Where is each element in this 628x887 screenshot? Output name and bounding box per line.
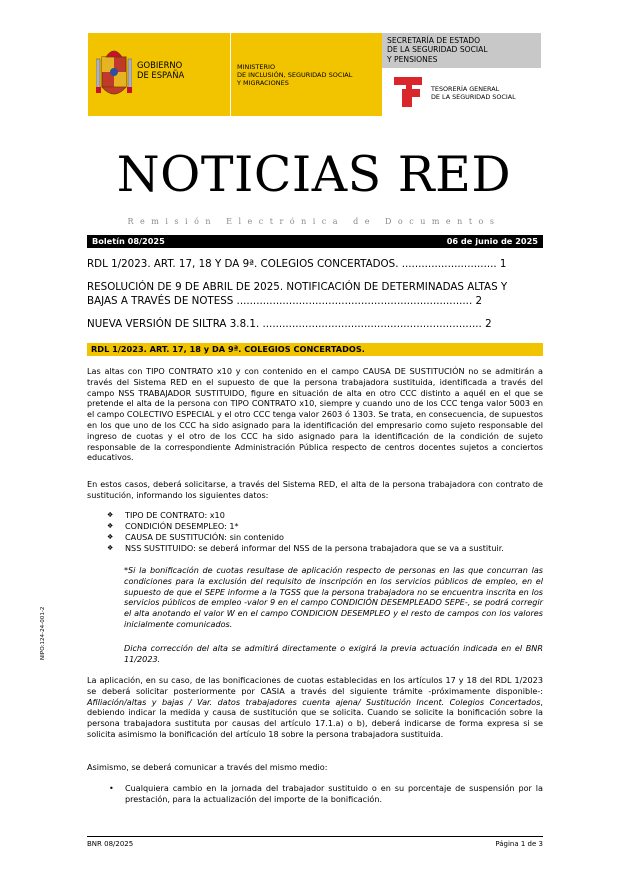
tesoreria-block [382,68,541,116]
gobierno-block [88,33,230,116]
bulletin-bar [87,235,543,248]
list-item: ❖ NSS SUSTITUIDO: se deberá informar del NSS de la persona trabajadora que se va a sustituir. [107,543,504,553]
section-title: RDL 1/2023. ART. 17, 18 y DA 9ª. COLEGIOS CONCERTADOS. [87,343,543,356]
diamond-bullet-icon: ❖ [107,522,114,530]
toc-item-3[interactable]: NUEVA VERSIÓN DE SILTRA 3.8.1. ................................................................... 2 [87,318,492,330]
tgss-logo-icon [392,75,424,109]
ministerio-block [230,33,382,116]
list-item: ❖ TIPO DE CONTRATO: x10 [107,510,225,520]
page-subtitle: Remisión Electrónica de Documentos [127,217,501,226]
diamond-bullet-icon: ❖ [107,544,114,552]
toc-item-1[interactable]: RDL 1/2023. ART. 17, 18 Y DA 9ª. COLEGIOS CONCERTADOS. ............................. 1 [87,258,507,270]
footer-divider [87,836,543,837]
list-item: ❖ CONDICIÓN DESEMPLEO: 1* [107,521,239,531]
note-paragraph-2: Dicha corrección del alta se admitirá directamente o exigirá la previa actuación indicada en el BNR 11/2023. [124,643,543,664]
paragraph-4: Asimismo, se deberá comunicar a través del mismo medio: [87,762,328,772]
note-paragraph-1: *Si la bonificación de cuotas resultase de aplicación respecto de personas en las que concurran las condiciones para la exclusión del requisito de inscripción en los servicios públicos de empleo, en el supuesto de que el SEPE informe a la TGSS que la persona trabajadora no se encuentra inscrita en los servicios públicos de empleo -valor 9 en el campo CONDICIÓN DESEMPLEADO SEPE-, se podrá corregir el alta anotando el valor W en el campo CONDICION DESEMPLEO y el resto de campos con los valores inicialmente comunicados. [124,565,543,629]
paragraph-2: En estos casos, deberá solicitarse, a través del Sistema RED, el alta de la persona trabajadora con contrato de sustitución, informando los siguientes datos: [87,479,543,500]
footer-page-number: Página 1 de 3 [495,840,543,848]
toc-item-2[interactable]: RESOLUCIÓN DE 9 DE ABRIL DE 2025. NOTIFICACIÓN DE DETERMINADAS ALTAS Y BAJAS A TRAVÉS DE NOTESS ........................................................................ 2 [87,281,508,307]
secretaria-block [382,33,541,68]
list-item: • Cualquiera cambio en la jornada del trabajador sustituido o en su porcentaje de suspensión por la prestación, para la actualización del importe de la bonificación. [109,783,543,804]
list-item: ❖ CAUSA DE SUSTITUCIÓN: sin contenido [107,532,284,542]
tesoreria-label: TESORERÍA GENERAL DE LA SEGURIDAD SOCIAL [431,85,516,101]
paragraph-1: Las altas con TIPO CONTRATO x10 y con contenido en el campo CAUSA DE SUSTITUCIÓN no se admitirán a través del Sistema RED en el supuesto de que la persona trabajadora sustituida, identificada a través del campo NSS TRABAJADOR SUSTITUIDO, figure en situación de alta en otro CCC distinto a aquél en el que se pretende el alta de la persona con TIPO CONTRATO x10, siempre y cuando uno de los CCC tenga valor 5003 en el campo COLECTIVO ESPECIAL y el otro CCC tenga valor 2603 ó 1303. Se trata, en consecuencia, de supuestos en los que uno de los CCC ha sido asignado para la identificación del empresario como sujeto responsable del ingreso de cuotas y el otro de los CCC ha sido asignado para la identificación de la condición de sujeto responsable de la correspondiente Administración Pública respecto de centros docentes sujetos a conciertos educativos. [87,366,543,463]
bulletin-date: 06 de junio de 2025 [446,236,538,246]
ministerio-label: MINISTERIO DE INCLUSIÓN, SEGURIDAD SOCIAL Y MIGRACIONES [237,63,353,88]
bulletin-number: Boletín 08/2025 [92,236,165,246]
diamond-bullet-icon: ❖ [107,533,114,541]
secretaria-label: SECRETARÍA DE ESTADO DE LA SEGURIDAD SOCIAL Y PENSIONES [387,36,488,64]
paragraph-3: La aplicación, en su caso, de las bonificaciones de cuotas establecidas en los artículos 17 y 18 del RDL 1/2023 se deberá solicitar posteriormente por CASIA a través del siguiente trámite -próximamente disponible-: Afiliación/altas y bajas / Var. datos trabajadores cuenta ajena/ Sustitución Incent. Colegios Concertados, debiendo indicar la medida y causa de sustitución que se solicita. Cuando se solicite la bonificación sobre la persona trabajadora sustituta por causas del artículo 17.1.a) o b), deberá indicarse de forma expresa si se solicita asimismo la bonificación del artículo 18 sobre la persona trabajadora sustituida. [87,675,543,739]
round-bullet-icon: • [109,783,114,793]
nipo-code: NIPO:124-24-001-2 [40,606,46,660]
header-banner [88,33,541,116]
footer-left: BNR 08/2025 [87,840,134,848]
page-title: NOTICIAS RED [116,146,512,203]
gobierno-label: GOBIERNO DE ESPAÑA [137,60,185,80]
bullet-list [107,510,543,554]
coat-of-arms-icon [96,45,132,103]
diamond-bullet-icon: ❖ [107,511,114,519]
